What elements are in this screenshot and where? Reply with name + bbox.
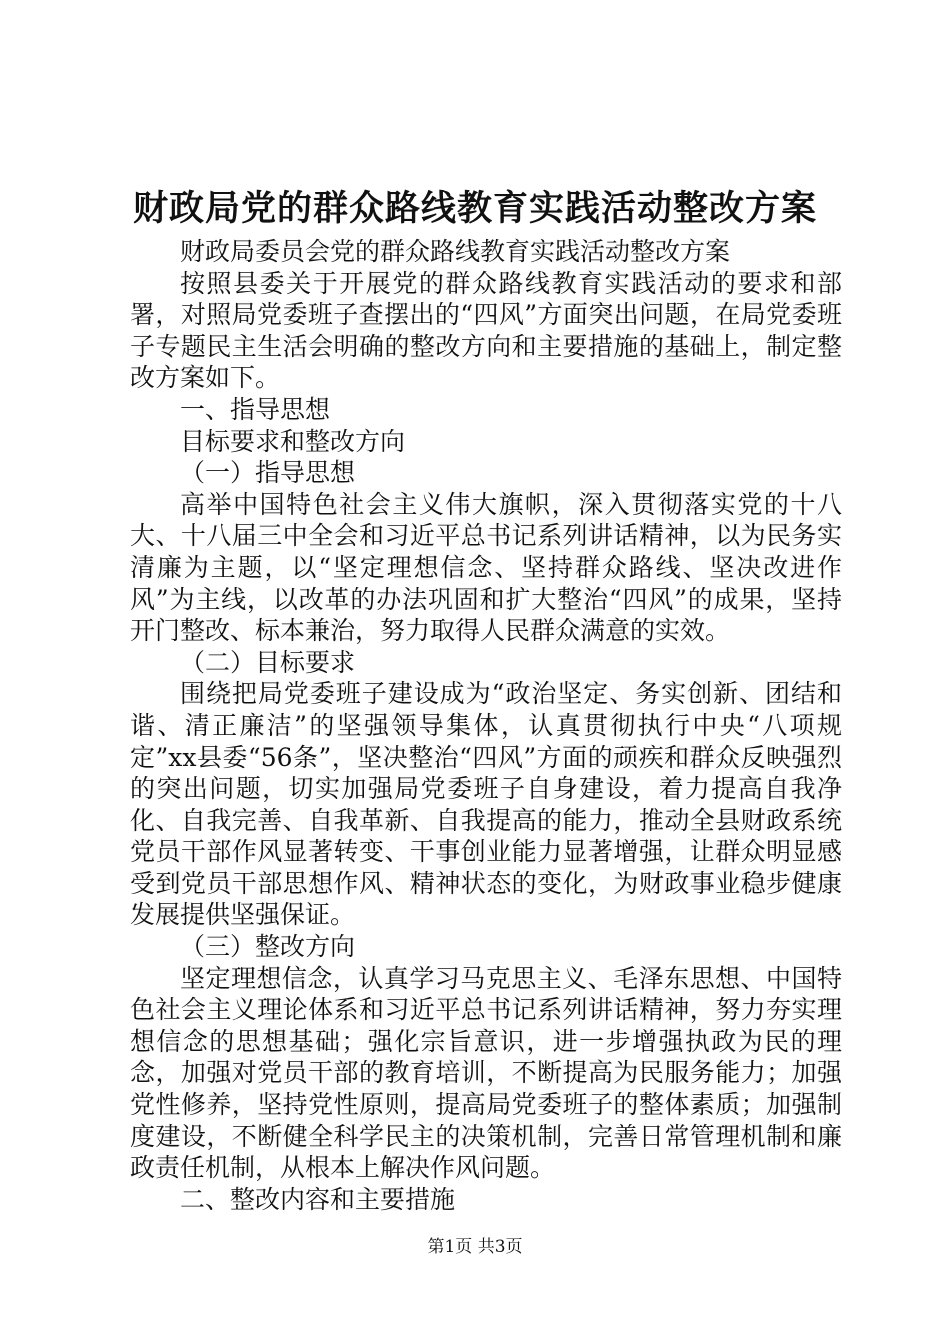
document-body — [130, 236, 842, 1215]
subsection-heading-1: （一）指导思想 — [180, 458, 356, 488]
paragraph-subtitle: 财政局委员会党的群众路线教育实践活动整改方案 — [180, 237, 731, 266]
section-heading-1-sub: 目标要求和整改方向 — [180, 426, 406, 456]
paragraph-goals: 围绕把局党委班子建设成为“政治坚定、务实创新、团结和谐、清正廉洁”的坚强领导集体，认真贯彻执行中央“八项规定”xx县委“56条”，坚决整治“四风”方面的顽疾和群众反映强烈的突出问题，切实加强局党委班子自身建设，着力提高自我净化、自我完善、自我革新、自我提高的能力，推动全县财政系统党员干部作风显著转变、干事创业能力显著增强，让群众明显感受到党员干部思想作风、精神状态的变化，为财政事业稳步健康发展提供坚强保证。 — [130, 679, 842, 930]
subsection-heading-2: （二）目标要求 — [180, 647, 356, 677]
subsection-heading-3: （三）整改方向 — [180, 932, 356, 962]
document-title: 财政局党的群众路线教育实践活动整改方案 — [132, 188, 817, 229]
paragraph-guiding-thought: 高举中国特色社会主义伟大旗帜，深入贯彻落实党的十八大、十八届三中全会和习近平总书记系列讲话精神，以为民务实清廉为主题，以“坚定理想信念、坚持群众路线、坚决改进作风”为主线，以改革的办法巩固和扩大整治“四风”的成果，坚持开门整改、标本兼治，努力取得人民群众满意的实效。 — [130, 489, 842, 646]
page-footer: 第1页 共3页 — [427, 1237, 523, 1257]
section-heading-2: 二、整改内容和主要措施 — [180, 1184, 456, 1214]
paragraph-rectification-direction: 坚定理想信念，认真学习马克思主义、毛泽东思想、中国特色社会主义理论体系和习近平总书记系列讲话精神，努力夯实理想信念的思想基础；强化宗旨意识，进一步增强执政为民的理念，加强对党员干部的教育培训，不断提高为民服务能力；加强党性修养，坚持党性原则，提高局党委班子的整体素质；加强制度建设，不断健全科学民主的决策机制，完善日常管理机制和廉政责任机制，从根本上解决作风问题。 — [130, 963, 842, 1183]
paragraph-intro: 按照县委关于开展党的群众路线教育实践活动的要求和部署，对照局党委班子查摆出的“四风”方面突出问题，在局党委班子专题民主生活会明确的整改方向和主要措施的基础上，制定整改方案如下。 — [130, 268, 842, 393]
section-heading-1: 一、指导思想 — [180, 394, 331, 424]
